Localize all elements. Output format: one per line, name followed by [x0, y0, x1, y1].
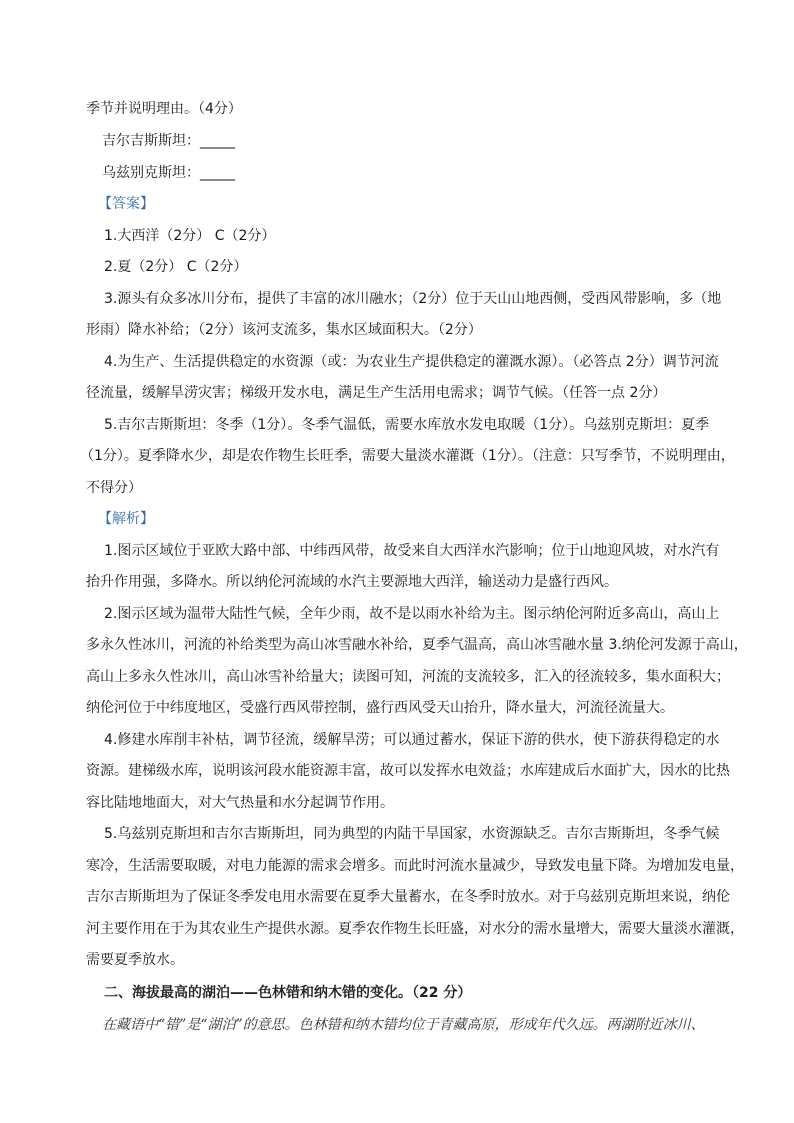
analysis-line: 4.修建水库削丰补枯，调节径流，缓解旱涝；可以通过蓄水，保证下游的供水，使下游获得稳定的水 [104, 732, 720, 748]
analysis-line: 高山上多永久性冰川，高山冰雪补给量大；读图可知，河流的支流较多，汇入的径流较多，集水面积大； [86, 669, 730, 685]
section-title: 二、海拔最高的湖泊——色林错和纳木错的变化。（22 分） [104, 985, 472, 1001]
section-intro: 在藏语中“错”是“湖泊”的意思。色林错和纳木错均位于青藏高原，形成年代久远。两湖附近冰川、 [102, 1017, 705, 1033]
answer-line: 3.源头有众多冰川分布，提供了丰富的冰川融水；（2分）位于天山山地西侧，受西风带影响，多（地 [104, 291, 722, 307]
blank-line: _____ [200, 165, 235, 181]
answer-line: 5.吉尔吉斯斯坦：冬季（1分）。冬季气温低，需要水库放水发电取暖（1分）。乌兹别克斯坦：夏季 [104, 417, 710, 433]
analysis-line: 资源。建梯级水库，说明该河段水能资源丰富，故可以发挥水电效益；水库建成后水面扩大，因水的比热 [86, 763, 730, 779]
answer-line: （1分）。夏季降水少，却是农作物生长旺季，需要大量淡水灌溉（1分）。（注意：只写季节，不说明理由， [80, 448, 735, 464]
analysis-line: 5.乌兹别克斯坦和吉尔吉斯斯坦，同为典型的内陆干旱国家，水资源缺乏。吉尔吉斯斯坦，冬季气候 [104, 826, 720, 842]
analysis-line: 1.图示区域位于亚欧大路中部、中纬西风带，故受来自大西洋水汽影响；位于山地迎风坡，对水汽有 [104, 543, 720, 559]
answer-line: 4.为生产、生活提供稳定的水资源（或：为农业生产提供稳定的灌溉水源）。（必答点 2分）调节河流 [104, 354, 719, 370]
analysis-line: 河主要作用在于为其农业生产提供水源。夏季农作物生长旺盛，对水分的需水量增大，需要大量淡水灌溉， [86, 921, 744, 937]
answer-heading: 【答案】 [98, 196, 154, 212]
blank-label: 乌兹别克斯坦： [102, 165, 200, 181]
analysis-line: 抬升作用强，多降水。所以纳伦河流域的水汽主要源地大西洋，输送动力是盛行西风。 [86, 574, 618, 590]
question-text-tail: 季节并说明理由。（4分） [86, 101, 242, 117]
answer-line: 径流量，缓解旱涝灾害；梯级开发水电，满足生产生活用电需求；调节气候。（任答一点 2分） [86, 385, 667, 401]
answer-line: 形雨）降水补给；（2分）该河支流多，集水区域面积大。（2分） [86, 322, 482, 338]
analysis-line: 2.图示区域为温带大陆性气候，全年少雨，故不是以雨水补给为主。图示纳伦河附近多高山，高山上 [104, 606, 720, 622]
answer-line: 1.大西洋（2分） C（2分） [104, 228, 276, 244]
answer-line: 2.夏（2分） C（2分） [104, 259, 248, 275]
blank-line: _____ [200, 133, 235, 149]
analysis-line: 需要夏季放水。 [86, 952, 184, 968]
analysis-heading: 【解析】 [98, 511, 154, 527]
analysis-line: 容比陆地地面大，对大气热量和水分起调节作用。 [86, 795, 394, 811]
analysis-line: 纳伦河位于中纬度地区，受盛行西风带控制，盛行西风受天山抬升，降水量大，河流径流量大。 [86, 700, 674, 716]
analysis-line: 吉尔吉斯斯坦为了保证冬季发电用水需要在夏季大量蓄水，在冬季时放水。对于乌兹别克斯坦来说，纳伦 [86, 889, 730, 905]
analysis-line: 多永久性冰川，河流的补给类型为高山冰雪融水补给，夏季气温高，高山冰雪融水量 3.纳伦河发源于高山， [86, 637, 748, 653]
answer-blank-kyrgyzstan [102, 131, 235, 151]
blank-label: 吉尔吉斯斯坦： [102, 133, 200, 149]
answer-line: 不得分） [86, 480, 142, 496]
answer-blank-uzbekistan [102, 163, 235, 183]
analysis-line: 寒冷，生活需要取暖，对电力能源的需求会增多。而此时河流水量减少，导致发电量下降。为增加发电量， [86, 858, 744, 874]
